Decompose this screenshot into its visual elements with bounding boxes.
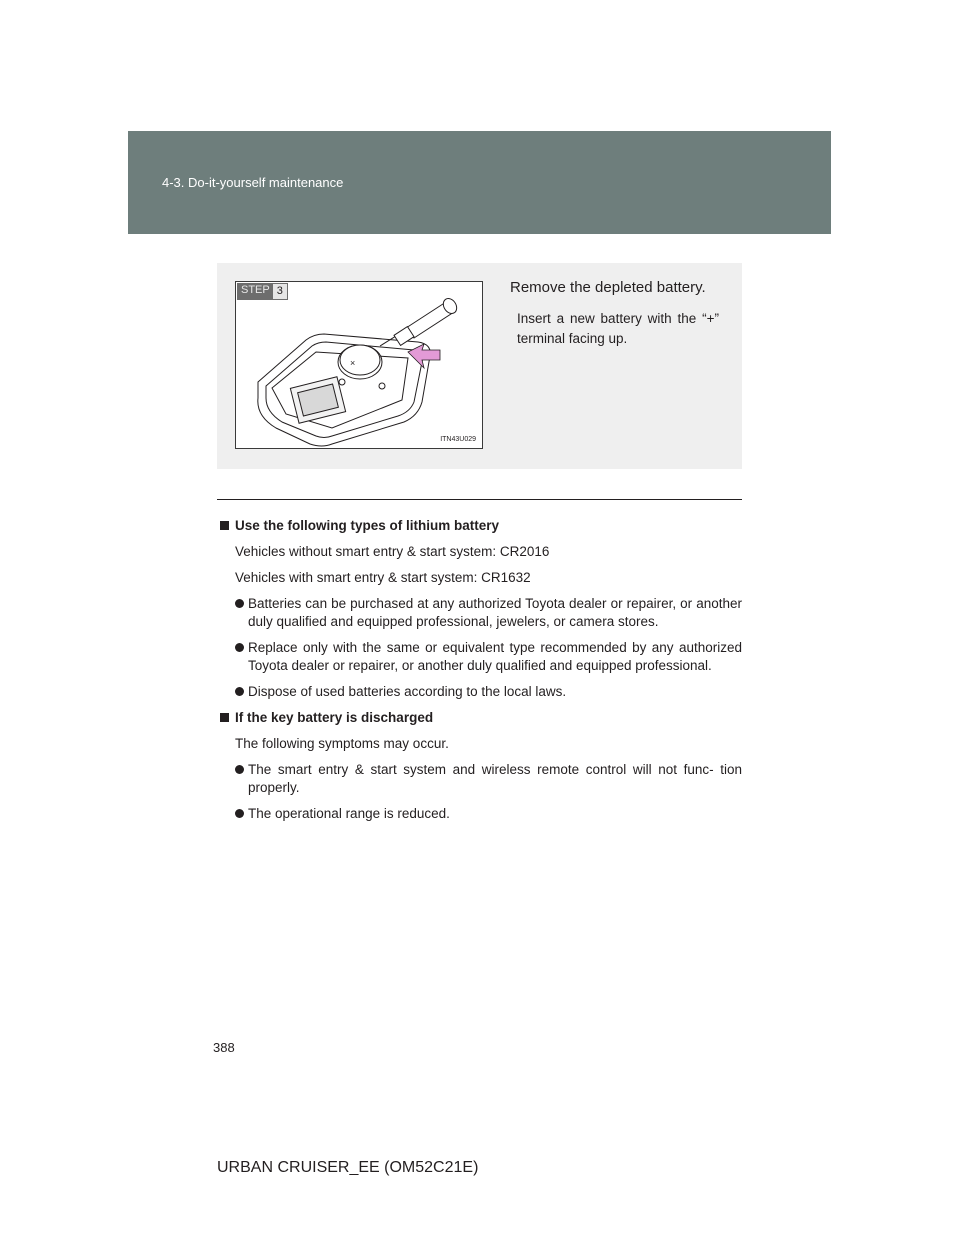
circle-bullet-icon	[235, 687, 244, 696]
step-number: 3	[273, 283, 288, 300]
bullet-item: The smart entry & start system and wireless remote control will not func- tion properly.	[220, 761, 742, 797]
svg-text:×: ×	[350, 358, 356, 368]
step-label: STEP	[237, 283, 273, 300]
paragraph: The following symptoms may occur.	[235, 736, 449, 751]
bullet-item: Dispose of used batteries according to the local laws.	[220, 683, 742, 701]
square-bullet-icon	[220, 713, 229, 722]
step-heading: Remove the depleted battery.	[510, 279, 706, 296]
section-heading: Use the following types of lithium battery	[220, 517, 742, 535]
bullet-item: The operational range is reduced.	[220, 805, 742, 823]
figure-code: ITN43U029	[440, 436, 476, 443]
bullet-item: Replace only with the same or equivalent type recommended by any authorized Toyota dealer or repairer, or another duly qualified and equipped professional.	[220, 639, 742, 675]
bullet-item: Batteries can be purchased at any authorized Toyota dealer or repairer, or another duly qualified and equipped professional, jewelers, or camera stores.	[220, 595, 742, 631]
circle-bullet-icon	[235, 599, 244, 608]
divider	[217, 499, 742, 500]
paragraph: Vehicles without smart entry & start system: CR2016	[235, 544, 550, 559]
page-number: 388	[213, 1040, 235, 1055]
paragraph: Vehicles with smart entry & start system: CR1632	[235, 570, 531, 585]
step-badge	[237, 283, 288, 300]
notes-content	[220, 517, 742, 831]
step-instruction: Insert a new battery with the “+” terminal facing up.	[517, 311, 719, 346]
circle-bullet-icon	[235, 643, 244, 652]
square-bullet-icon	[220, 521, 229, 530]
footer-model-code: URBAN CRUISER_EE (OM52C21E)	[217, 1159, 479, 1176]
key-battery-illustration	[236, 282, 484, 450]
section-heading: If the key battery is discharged	[220, 709, 742, 727]
step-box	[217, 263, 742, 469]
circle-bullet-icon	[235, 765, 244, 774]
step-figure	[235, 281, 483, 449]
section-header	[128, 131, 831, 234]
circle-bullet-icon	[235, 809, 244, 818]
section-title: 4-3. Do-it-yourself maintenance	[162, 175, 344, 190]
